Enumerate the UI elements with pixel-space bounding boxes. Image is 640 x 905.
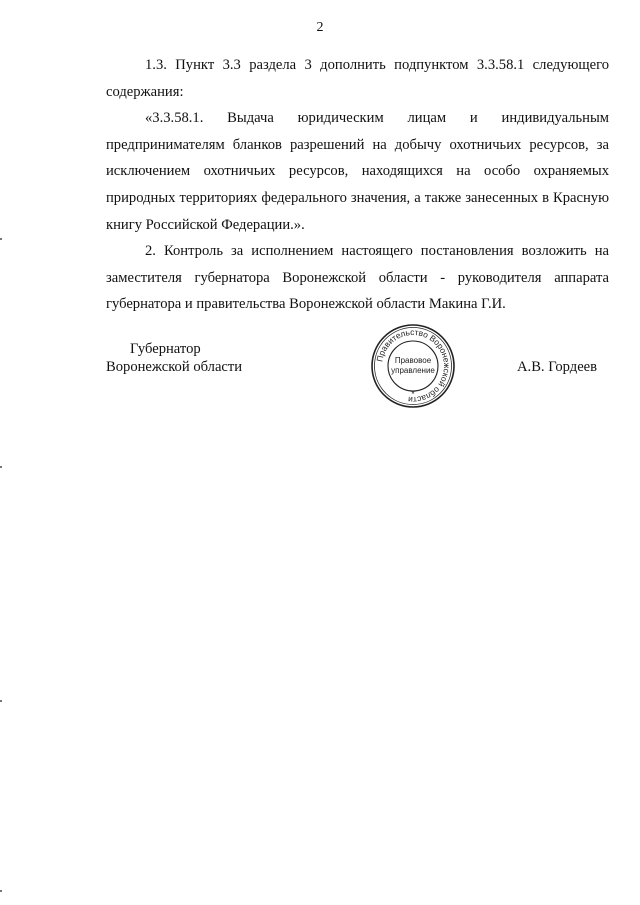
scan-edge-mark: [0, 700, 2, 702]
page-number: 2: [316, 20, 324, 35]
scan-edge-mark: [0, 238, 2, 240]
paragraph-1-3: 1.3. Пункт 3.3 раздела 3 дополнить подпунктом 3.3.58.1 следующего содержания:: [106, 57, 609, 100]
signature-block: [0, 326, 640, 420]
seal-ring-text: Правительство Воронежской области: [374, 326, 453, 406]
official-seal-stamp: [370, 323, 456, 409]
paragraph-3-3-58-1: «3.3.58.1. Выдача юридическим лицам и индивидуальным предпринимателям бланков разрешений на добычу охотничьих ресурсов, за исключением охотничьих ресурсов, находящихся на особо охраняемых природных территориях федерального значения, а также занесенных в Красную книгу Российской Федерации.».: [106, 110, 609, 233]
document-body: [106, 52, 609, 318]
signer-title: [106, 340, 242, 376]
seal-center-line-1: Правовое: [394, 356, 432, 365]
signer-position: Губернатор: [130, 341, 201, 357]
scan-edge-mark: [0, 890, 2, 892]
paragraph-2: 2. Контроль за исполнением настоящего постановления возложить на заместителя губернатора Воронежской области - руководителя аппарата губернатора и правительства Воронежской области Макина Г.И.: [106, 243, 609, 313]
signer-region: Воронежской области: [106, 359, 243, 375]
seal-center-line-2: управление: [391, 366, 435, 375]
seal-star: *: [411, 389, 415, 399]
scan-edge-mark: [0, 466, 2, 468]
signer-name: А.В. Гордеев: [517, 359, 598, 375]
